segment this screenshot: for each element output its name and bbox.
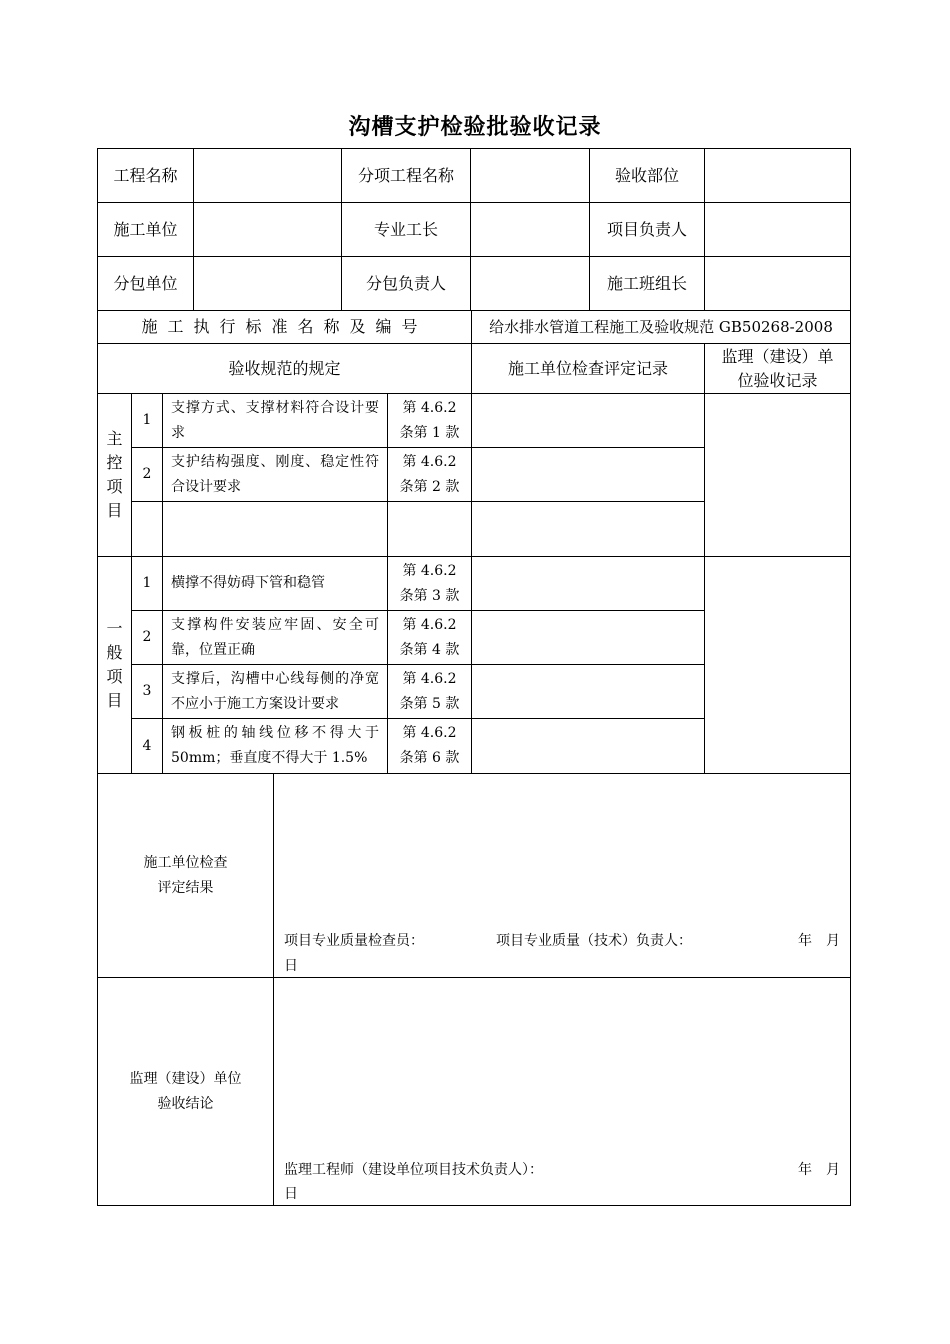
acceptance-part-label: 验收部位 (589, 148, 705, 203)
main-item-clause: 第 4.6.2 条第 1 款 (387, 393, 472, 448)
general-item-no: 1 (131, 556, 163, 611)
general-item-record-field[interactable] (471, 610, 705, 665)
main-item-record-field[interactable] (471, 501, 705, 557)
team-leader-field[interactable] (704, 256, 851, 311)
construction-unit-label: 施工单位 (97, 202, 194, 257)
standard-label: 施工执行标准名称及编号 (97, 310, 472, 344)
project-manager-field[interactable] (704, 202, 851, 257)
acceptance-form (98, 149, 852, 1207)
general-item-record-field[interactable] (471, 718, 705, 774)
general-items-supervision-field[interactable] (704, 556, 851, 774)
subcontractor-manager-label: 分包负责人 (341, 256, 471, 311)
general-item-text: 钢板桩的轴线位移不得大于 50mm；垂直度不得大于 1.5% (162, 718, 388, 774)
subcontractor-field[interactable] (193, 256, 342, 311)
project-manager-label: 项目负责人 (589, 202, 705, 257)
supervision-record-header: 监理（建设）单位验收记录 (704, 343, 851, 394)
team-leader-label: 施工班组长 (589, 256, 705, 311)
main-item-no: 2 (131, 447, 163, 502)
general-item-record-field[interactable] (471, 664, 705, 719)
main-item-clause-empty (387, 501, 472, 557)
sub-project-field[interactable] (470, 148, 590, 203)
general-item-text: 支撑后，沟槽中心线每侧的净宽不应小于施工方案设计要求 (162, 664, 388, 719)
construction-record-header: 施工单位检查评定记录 (471, 343, 705, 394)
construction-result-label: 施工单位检查评定结果 (97, 773, 274, 978)
general-item-text: 支撑构件安装应牢固、安全可靠，位置正确 (162, 610, 388, 665)
quality-inspector-label: 项目专业质量检查员： (284, 933, 424, 949)
supervision-result-field[interactable] (273, 977, 851, 1206)
construction-unit-field[interactable] (193, 202, 342, 257)
general-item-clause: 第 4.6.2 条第 3 款 (387, 556, 472, 611)
main-item-text: 支撑方式、支撑材料符合设计要求 (162, 393, 388, 448)
standard-value: 给水排水管道工程施工及验收规范 GB50268-2008 (471, 310, 851, 344)
main-items-label: 主控项目 (97, 393, 132, 557)
construction-result-field[interactable] (273, 773, 851, 978)
page-title: 沟槽支护检验批验收记录 (348, 114, 602, 140)
general-item-clause: 第 4.6.2 条第 5 款 (387, 664, 472, 719)
spec-column-header: 验收规范的规定 (97, 343, 472, 394)
main-item-clause: 第 4.6.2 条第 2 款 (387, 447, 472, 502)
date-day: 日 (284, 958, 298, 974)
project-name-label: 工程名称 (97, 148, 194, 203)
main-item-text-empty (162, 501, 388, 557)
sub-project-label: 分项工程名称 (341, 148, 471, 203)
date-year-month: 年 月 (798, 1162, 840, 1178)
subcontractor-manager-field[interactable] (470, 256, 590, 311)
subcontractor-label: 分包单位 (97, 256, 194, 311)
general-item-no: 4 (131, 718, 163, 774)
date-day: 日 (284, 1186, 298, 1202)
main-item-no: 1 (131, 393, 163, 448)
general-item-no: 2 (131, 610, 163, 665)
foreman-field[interactable] (470, 202, 590, 257)
date-year-month: 年 月 (798, 933, 840, 949)
main-item-text: 支护结构强度、刚度、稳定性符合设计要求 (162, 447, 388, 502)
supervision-result-label: 监理（建设）单位验收结论 (97, 977, 274, 1206)
main-item-record-field[interactable] (471, 447, 705, 502)
main-item-record-field[interactable] (471, 393, 705, 448)
general-item-text: 横撑不得妨碍下管和稳管 (162, 556, 388, 611)
main-items-supervision-field[interactable] (704, 393, 851, 557)
general-items-label: 一般项目 (97, 556, 132, 774)
main-item-no-empty (131, 501, 163, 557)
foreman-label: 专业工长 (341, 202, 471, 257)
acceptance-part-field[interactable] (704, 148, 851, 203)
quality-tech-manager-label: 项目专业质量（技术）负责人： (496, 933, 692, 949)
general-item-clause: 第 4.6.2 条第 4 款 (387, 610, 472, 665)
general-item-record-field[interactable] (471, 556, 705, 611)
general-item-clause: 第 4.6.2 条第 6 款 (387, 718, 472, 774)
supervising-engineer-label: 监理工程师（建设单位项目技术负责人）： (284, 1162, 543, 1178)
general-item-no: 3 (131, 664, 163, 719)
project-name-field[interactable] (193, 148, 342, 203)
